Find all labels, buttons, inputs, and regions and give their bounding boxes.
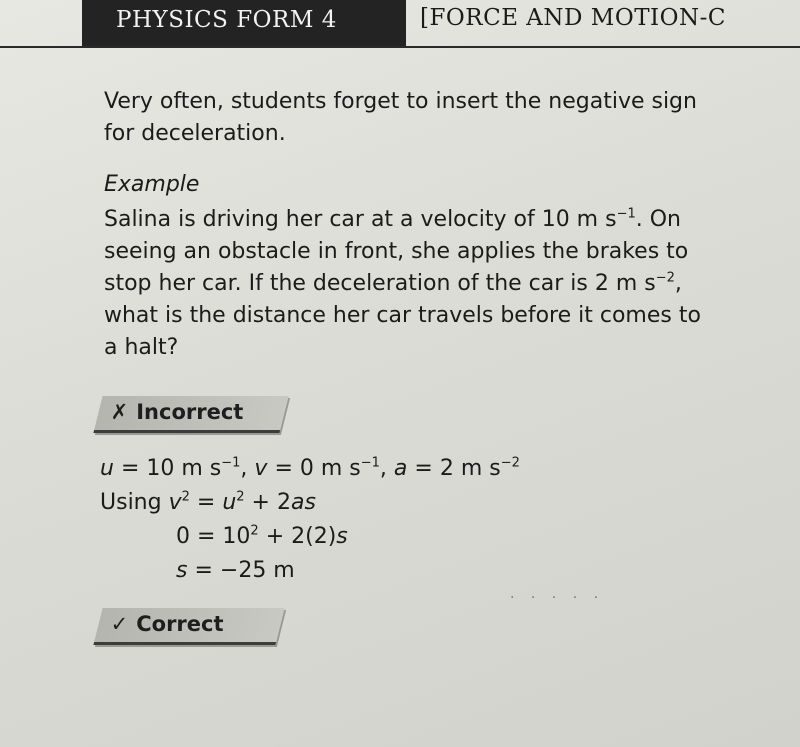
cross-icon: ✗ — [110, 400, 129, 424]
question-line-5: a halt? — [104, 335, 179, 360]
correct-tag — [93, 608, 284, 645]
intro-line-2: for deceleration. — [104, 121, 286, 146]
check-icon: ✓ — [110, 612, 129, 636]
incorrect-tag — [93, 396, 288, 433]
example-question — [104, 204, 764, 364]
question-line-4: what is the distance her car travels before it comes to — [104, 303, 701, 328]
question-line-2: seeing an obstacle in front, she applies the brakes to — [104, 239, 689, 264]
substitution-line: $0 = 10^2 + 2(2)s$ — [176, 523, 348, 549]
question-line-1: Salina is driving her car at a velocity of 10 m $s^{-1}$. On — [104, 206, 681, 232]
result-line: s = −25 m — [176, 558, 295, 583]
example-label: Example — [104, 172, 200, 197]
correct-label: Correct — [136, 612, 224, 636]
subject-title: PHYSICS FORM 4 — [82, 0, 406, 46]
speckle-marks: · · · · · — [510, 590, 605, 606]
incorrect-working — [100, 452, 520, 588]
intro-paragraph — [104, 86, 764, 150]
question-line-3: stop her car. If the deceleration of the car is 2 m $s^{-2}$, — [104, 270, 682, 296]
equation-line: Using $v^2 = u^2 + 2as$ — [100, 489, 316, 515]
page-header — [0, 0, 800, 48]
chapter-title: [FORCE AND MOTION-C — [420, 5, 726, 31]
incorrect-label: Incorrect — [136, 400, 244, 424]
given-values: u = 10 m $s^{-1}$, v = 0 m $s^{-1}$, a = 2 m $s^{-2}$ — [100, 455, 520, 481]
intro-line-1: Very often, students forget to insert the negative sign — [104, 89, 697, 114]
